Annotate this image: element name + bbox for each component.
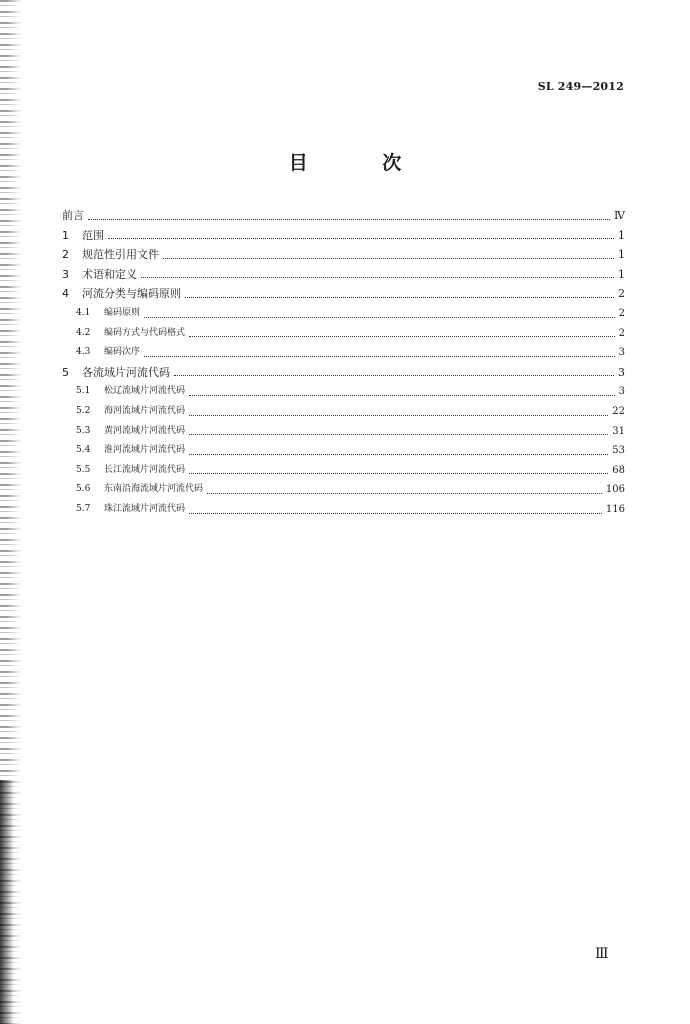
toc-entry-page: 31 [612,425,625,437]
toc-entry[interactable] [62,324,625,344]
table-of-contents [62,206,625,520]
toc-dot-leader [108,237,614,239]
toc-entry-number: 4.1 [76,307,91,318]
toc-dot-leader [144,355,615,357]
toc-entry[interactable] [62,382,625,402]
toc-entry-page: 1 [618,267,625,281]
toc-entry-number: 4 [62,287,69,301]
toc-entry-number: 1 [62,228,69,242]
toc-entry-page: 2 [618,307,625,319]
toc-dot-leader [189,453,608,455]
toc-entry-label: 术语和定义 [82,267,137,281]
toc-entry[interactable] [62,441,625,461]
toc-dot-leader [189,414,608,416]
toc-entry-page: 3 [618,347,625,359]
toc-entry-label: 各流域片河流代码 [82,365,170,379]
toc-entry-label: 编码方式与代码格式 [104,327,186,338]
page-title: 目 次 [288,152,436,174]
toc-dot-leader [189,335,615,337]
toc-entry[interactable] [62,422,625,442]
toc-entry-label: 范围 [82,228,104,242]
toc-entry-label: 海河流域片河流代码 [104,405,186,416]
toc-entry-label: 规范性引用文件 [82,248,159,262]
toc-entry-number: 2 [62,248,69,262]
toc-dot-leader [88,218,610,220]
toc-entry-page: 106 [605,484,625,496]
toc-entry-number: 5.4 [76,445,91,456]
toc-entry-page: 2 [618,287,625,301]
toc-entry-page: 22 [612,405,625,417]
toc-entry[interactable] [62,343,625,363]
toc-dot-leader [163,257,614,259]
toc-dot-leader [189,433,608,435]
toc-entry-number: 3 [62,267,69,281]
toc-entry[interactable] [62,245,625,265]
toc-entry-number: 5.6 [76,484,91,495]
toc-entry-page: 3 [618,386,625,398]
toc-entry-number: 5.3 [76,425,91,436]
toc-entry-page: 1 [618,228,625,242]
toc-entry-label: 东南沿海流域片河流代码 [104,484,204,495]
toc-entry-page: Ⅳ [614,209,625,222]
toc-dot-leader [189,472,608,474]
toc-entry-label: 长江流域片河流代码 [104,464,186,475]
scan-shadow [0,780,14,1024]
toc-dot-leader [144,316,615,318]
toc-entry-page: 53 [612,445,625,457]
toc-entry[interactable] [62,402,625,422]
toc-entry-label: 黄河流域片河流代码 [104,425,186,436]
document-code: SL 249—2012 [537,80,624,93]
toc-entry[interactable] [62,226,625,246]
toc-dot-leader [189,394,615,396]
toc-dot-leader [207,492,602,494]
toc-entry-number: 4.2 [76,327,91,338]
toc-entry-label: 编码次序 [104,347,141,358]
toc-entry-number: 5.2 [76,405,91,416]
toc-entry-number: 5.1 [76,386,91,397]
toc-entry[interactable] [62,500,625,520]
toc-entry-page: 2 [618,327,625,339]
toc-entry[interactable] [62,284,625,304]
toc-entry-label: 前言 [62,209,84,222]
toc-entry-label: 编码原则 [104,307,141,318]
toc-entry-number: 5.7 [76,503,91,514]
toc-entry[interactable] [62,304,625,324]
page-number: Ⅲ [595,946,609,962]
toc-entry[interactable] [62,206,625,226]
toc-entry-label: 河流分类与编码原则 [82,287,181,301]
toc-dot-leader [174,374,614,376]
toc-entry-number: 5 [62,365,69,379]
toc-entry-page: 68 [612,464,625,476]
toc-entry-label: 淮河流域片河流代码 [104,445,186,456]
toc-dot-leader [189,512,602,514]
toc-dot-leader [185,296,614,298]
toc-entry[interactable] [62,480,625,500]
toc-entry-number: 4.3 [76,347,91,358]
toc-entry-page: 116 [605,503,625,515]
toc-entry[interactable] [62,461,625,481]
toc-entry-page: 3 [618,365,625,379]
toc-entry[interactable] [62,363,625,383]
toc-entry-number: 5.5 [76,464,91,475]
toc-dot-leader [141,276,614,278]
toc-entry-label: 珠江流域片河流代码 [104,503,186,514]
toc-entry-label: 松辽流域片河流代码 [104,386,186,397]
toc-entry-page: 1 [618,248,625,262]
toc-entry[interactable] [62,265,625,285]
